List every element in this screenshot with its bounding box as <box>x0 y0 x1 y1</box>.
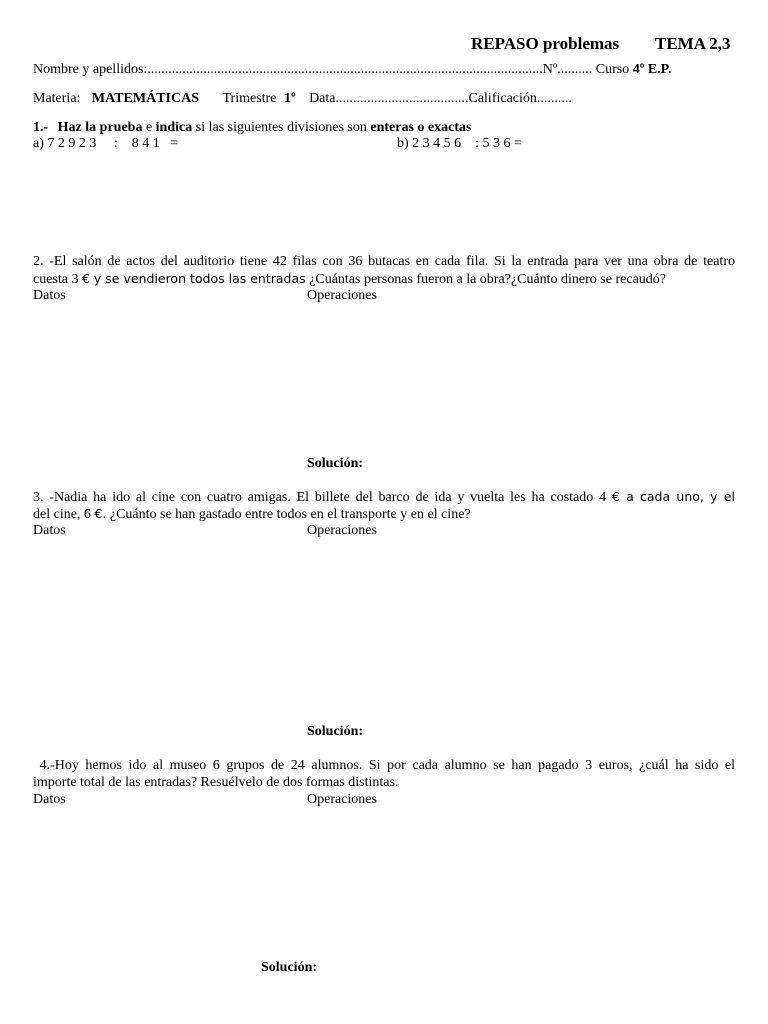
q4-datos-label: Datos <box>33 792 66 807</box>
q2-line-2a: cuesta 3 <box>33 272 82 287</box>
q1-statement <box>33 119 471 136</box>
q3-line-2 <box>33 505 471 523</box>
materia-line <box>33 90 572 107</box>
tema-label: TEMA 2,3 <box>655 34 731 53</box>
q2-operaciones-label: Operaciones <box>307 288 377 303</box>
materia-value: MATEMÁTICAS <box>91 91 199 106</box>
name-line <box>33 61 671 78</box>
q3-line-2a: del cine, 6 <box>33 507 91 522</box>
q2-line-1: 2. -El salón de actos del auditorio tiene 42 filas con 36 butacas en cada fila. Si la entrada para ver una obra de teatro <box>33 254 735 269</box>
q2-line-2 <box>33 270 666 288</box>
q1-division-b: b) 2 3 4 5 6 : 5 3 6 = <box>397 136 522 151</box>
q2-line-2c: ¿Cuántas personas fueron a la obra?¿Cuánto dinero se recaudó? <box>305 272 666 287</box>
q3-operaciones-label: Operaciones <box>307 523 377 538</box>
q4-line-2: importe total de las entradas? Resuélvelo de dos formas distintas. <box>33 775 399 790</box>
q1-text-3: indica <box>155 120 193 135</box>
q4-line-1: 4.-Hoy hemos ido al museo 6 grupos de 24 alumnos. Si por cada alumno se han pagado 3 euros, ¿cuál ha sido el <box>33 758 735 773</box>
name-field: Nombre y apellidos:.................................................................................................................Nº.......... <box>33 62 596 77</box>
q1-text-5: enteras o exactas <box>370 120 472 135</box>
q4-solucion-label: Solución: <box>261 960 318 975</box>
q3-line-1b: € a cada uno, y el <box>611 489 735 504</box>
q1-text-4: si las siguientes divisiones son <box>192 120 371 135</box>
q1-division-a: a) 7 2 9 2 3 : 8 4 1 = <box>33 136 179 151</box>
trimestre-label: Trimestre <box>222 91 277 106</box>
q3-solucion-label: Solución: <box>307 724 364 739</box>
q3-line-1 <box>33 488 735 506</box>
q1-number: 1.- <box>33 120 49 135</box>
q3-line-1a: 3. -Nadia ha ido al cine con cuatro amigas. El billete del barco de ida y vuelta les ha costado 4 <box>33 490 612 505</box>
q4-operaciones-label: Operaciones <box>307 792 377 807</box>
q3-line-2c: ¿Cuánto se han gastado entre todos en el transporte y en el cine? <box>106 507 471 522</box>
q3-line-2b: €. <box>94 506 107 521</box>
trimestre-value: 1º <box>283 91 296 106</box>
curso-value: 4º E.P. <box>632 62 672 77</box>
worksheet-title: REPASO problemas <box>471 34 620 53</box>
materia-label: Materia: <box>33 91 81 106</box>
q1-text-1: Haz la prueba <box>57 120 143 135</box>
curso-label: Curso <box>595 62 630 77</box>
data-calificacion-field: Data......................................Calificación.......... <box>309 91 572 106</box>
q1-text-2: e <box>142 120 156 135</box>
q3-datos-label: Datos <box>33 523 66 538</box>
q2-line-2b: € y se vendieron todos las entradas <box>81 271 306 286</box>
q2-solucion-label: Solución: <box>307 456 364 471</box>
q2-datos-label: Datos <box>33 288 66 303</box>
